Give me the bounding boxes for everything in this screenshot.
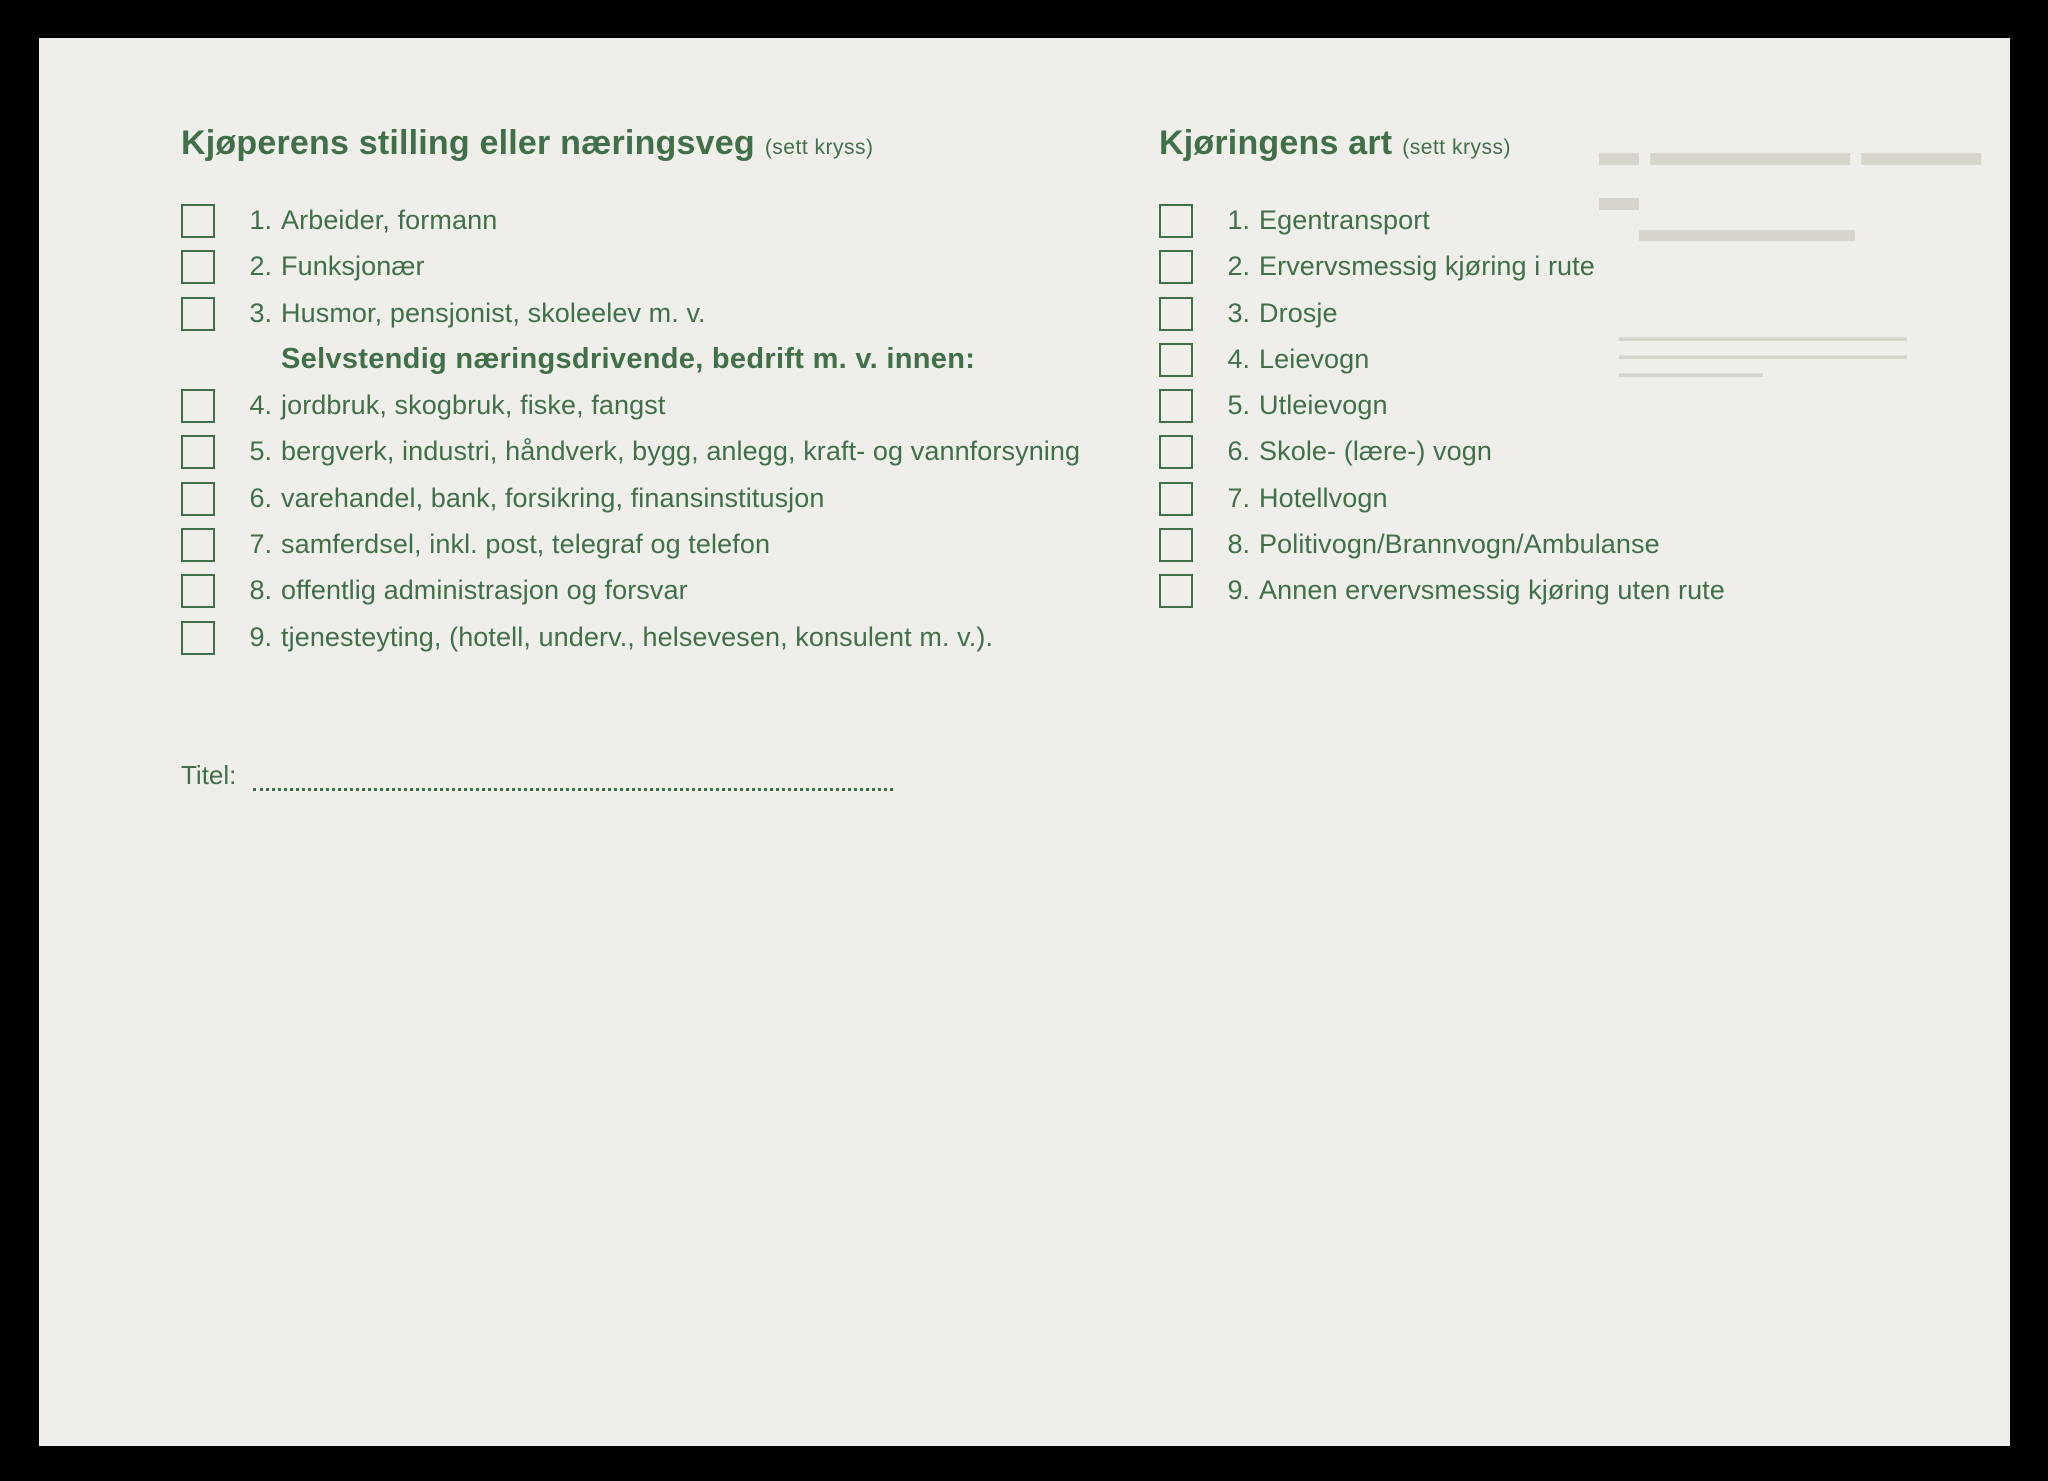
buyer-section-title — [181, 124, 873, 163]
option-number: 2. — [1227, 251, 1250, 282]
driving-options-list — [1159, 202, 1919, 619]
driving-option-8 — [1159, 526, 1919, 572]
driving-checkbox-6[interactable] — [1159, 435, 1193, 469]
driving-option-3 — [1159, 295, 1919, 341]
driving-checkbox-3[interactable] — [1159, 297, 1193, 331]
driving-option-9 — [1159, 572, 1919, 618]
option-number: 9. — [249, 621, 272, 652]
buyer-checkbox-5[interactable] — [181, 435, 215, 469]
self-employed-subheading — [181, 341, 1161, 387]
option-label: Politivogn/Brannvogn/Ambulanse — [1259, 529, 1660, 560]
titel-label: Titel: — [181, 760, 237, 790]
option-label: Skole- (lære-) vogn — [1259, 436, 1492, 467]
buyer-checkbox-6[interactable] — [181, 482, 215, 516]
option-label: tjenesteyting, (hotell, underv., helsevesen, konsulent m. v.). — [281, 621, 994, 652]
driving-option-1 — [1159, 202, 1919, 248]
driving-title-text: Kjøringens art — [1159, 124, 1393, 162]
option-number: 4. — [249, 390, 272, 421]
option-number: 8. — [1227, 529, 1250, 560]
option-number: 3. — [249, 297, 272, 328]
option-number: 7. — [1227, 482, 1250, 513]
buyer-option-9 — [181, 619, 1161, 665]
buyer-checkbox-8[interactable] — [181, 574, 215, 608]
driving-checkbox-7[interactable] — [1159, 482, 1193, 516]
subheading-text: Selvstendig næringsdrivende, bedrift m. v. innen: — [281, 342, 976, 375]
buyer-checkbox-4[interactable] — [181, 389, 215, 423]
driving-option-5 — [1159, 387, 1919, 433]
show-through-text: ▬ ▬▬▬▬▬ ▬▬▬ ▬ — [1599, 130, 1982, 219]
option-label: Funksjonær — [281, 251, 425, 282]
option-label: Drosje — [1259, 297, 1338, 328]
driving-checkbox-2[interactable] — [1159, 250, 1193, 284]
option-number: 5. — [249, 436, 272, 467]
option-label: Arbeider, formann — [281, 205, 498, 235]
buyer-title-note: (sett kryss) — [764, 136, 874, 159]
driving-checkbox-8[interactable] — [1159, 528, 1193, 562]
buyer-option-4 — [181, 387, 1161, 433]
titel-row — [181, 760, 941, 800]
driving-title-note: (sett kryss) — [1402, 136, 1511, 159]
option-label: Egentransport — [1259, 205, 1430, 235]
buyer-checkbox-3[interactable] — [181, 297, 215, 331]
option-number: 5. — [1227, 390, 1250, 421]
option-number: 8. — [249, 575, 272, 606]
option-label: Annen ervervsmessig kjøring uten rute — [1259, 575, 1725, 606]
buyer-option-1 — [181, 202, 1161, 248]
option-label: Hotellvogn — [1259, 482, 1388, 513]
option-number: 6. — [1227, 436, 1250, 467]
option-label: Utleievogn — [1259, 390, 1388, 421]
option-number: 3. — [1227, 297, 1250, 328]
driving-option-7 — [1159, 480, 1919, 526]
buyer-option-7 — [181, 526, 1161, 572]
driving-option-4 — [1159, 341, 1919, 387]
driving-checkbox-1[interactable] — [1159, 204, 1193, 238]
buyer-options-list — [181, 202, 1161, 665]
option-number: 2. — [249, 251, 272, 282]
buyer-option-3 — [181, 295, 1161, 341]
driving-option-2 — [1159, 248, 1919, 294]
option-number: 4. — [1227, 343, 1250, 374]
driving-checkbox-9[interactable] — [1159, 574, 1193, 608]
buyer-option-6 — [181, 480, 1161, 526]
titel-input-line[interactable] — [253, 788, 893, 791]
show-through-text: ▬▬▬▬▬▬▬▬▬▬▬▬▬▬▬▬▬▬▬▬▬▬▬▬ ▬▬▬▬▬▬▬▬▬▬▬▬▬▬▬▬▬▬▬▬▬▬▬▬ ▬▬▬▬▬▬▬▬▬▬▬▬ — [1619, 330, 1907, 380]
option-label: jordbruk, skogbruk, fiske, fangst — [281, 390, 666, 421]
buyer-option-2 — [181, 248, 1161, 294]
driving-checkbox-5[interactable] — [1159, 389, 1193, 423]
driving-section-title — [1159, 124, 1511, 163]
option-number: 6. — [249, 482, 272, 513]
show-through-text: ▬▬▬▬▬▬ — [1639, 208, 1855, 249]
driving-option-6 — [1159, 433, 1919, 479]
option-label: samferdsel, inkl. post, telegraf og telefon — [281, 529, 771, 560]
option-label: Husmor, pensjonist, skoleelev m. v. — [281, 297, 706, 328]
buyer-option-8 — [181, 572, 1161, 618]
buyer-checkbox-2[interactable] — [181, 250, 215, 284]
option-number: 1. — [1227, 205, 1250, 235]
form-sheet — [39, 38, 2010, 1446]
option-label: Leievogn — [1259, 343, 1370, 374]
option-number: 1. — [249, 205, 272, 235]
option-label: bergverk, industri, håndverk, bygg, anlegg, kraft- og vannforsyning — [281, 436, 1081, 467]
buyer-checkbox-9[interactable] — [181, 621, 215, 655]
buyer-title-text: Kjøperens stilling eller næringsveg — [181, 124, 755, 162]
buyer-option-5 — [181, 433, 1161, 479]
option-number: 7. — [249, 529, 272, 560]
driving-checkbox-4[interactable] — [1159, 343, 1193, 377]
option-label: offentlig administrasjon og forsvar — [281, 575, 688, 606]
option-label: Ervervsmessig kjøring i rute — [1259, 251, 1595, 282]
option-label: varehandel, bank, forsikring, finansinstitusjon — [281, 482, 825, 513]
buyer-checkbox-1[interactable] — [181, 204, 215, 238]
buyer-checkbox-7[interactable] — [181, 528, 215, 562]
option-number: 9. — [1227, 575, 1250, 606]
